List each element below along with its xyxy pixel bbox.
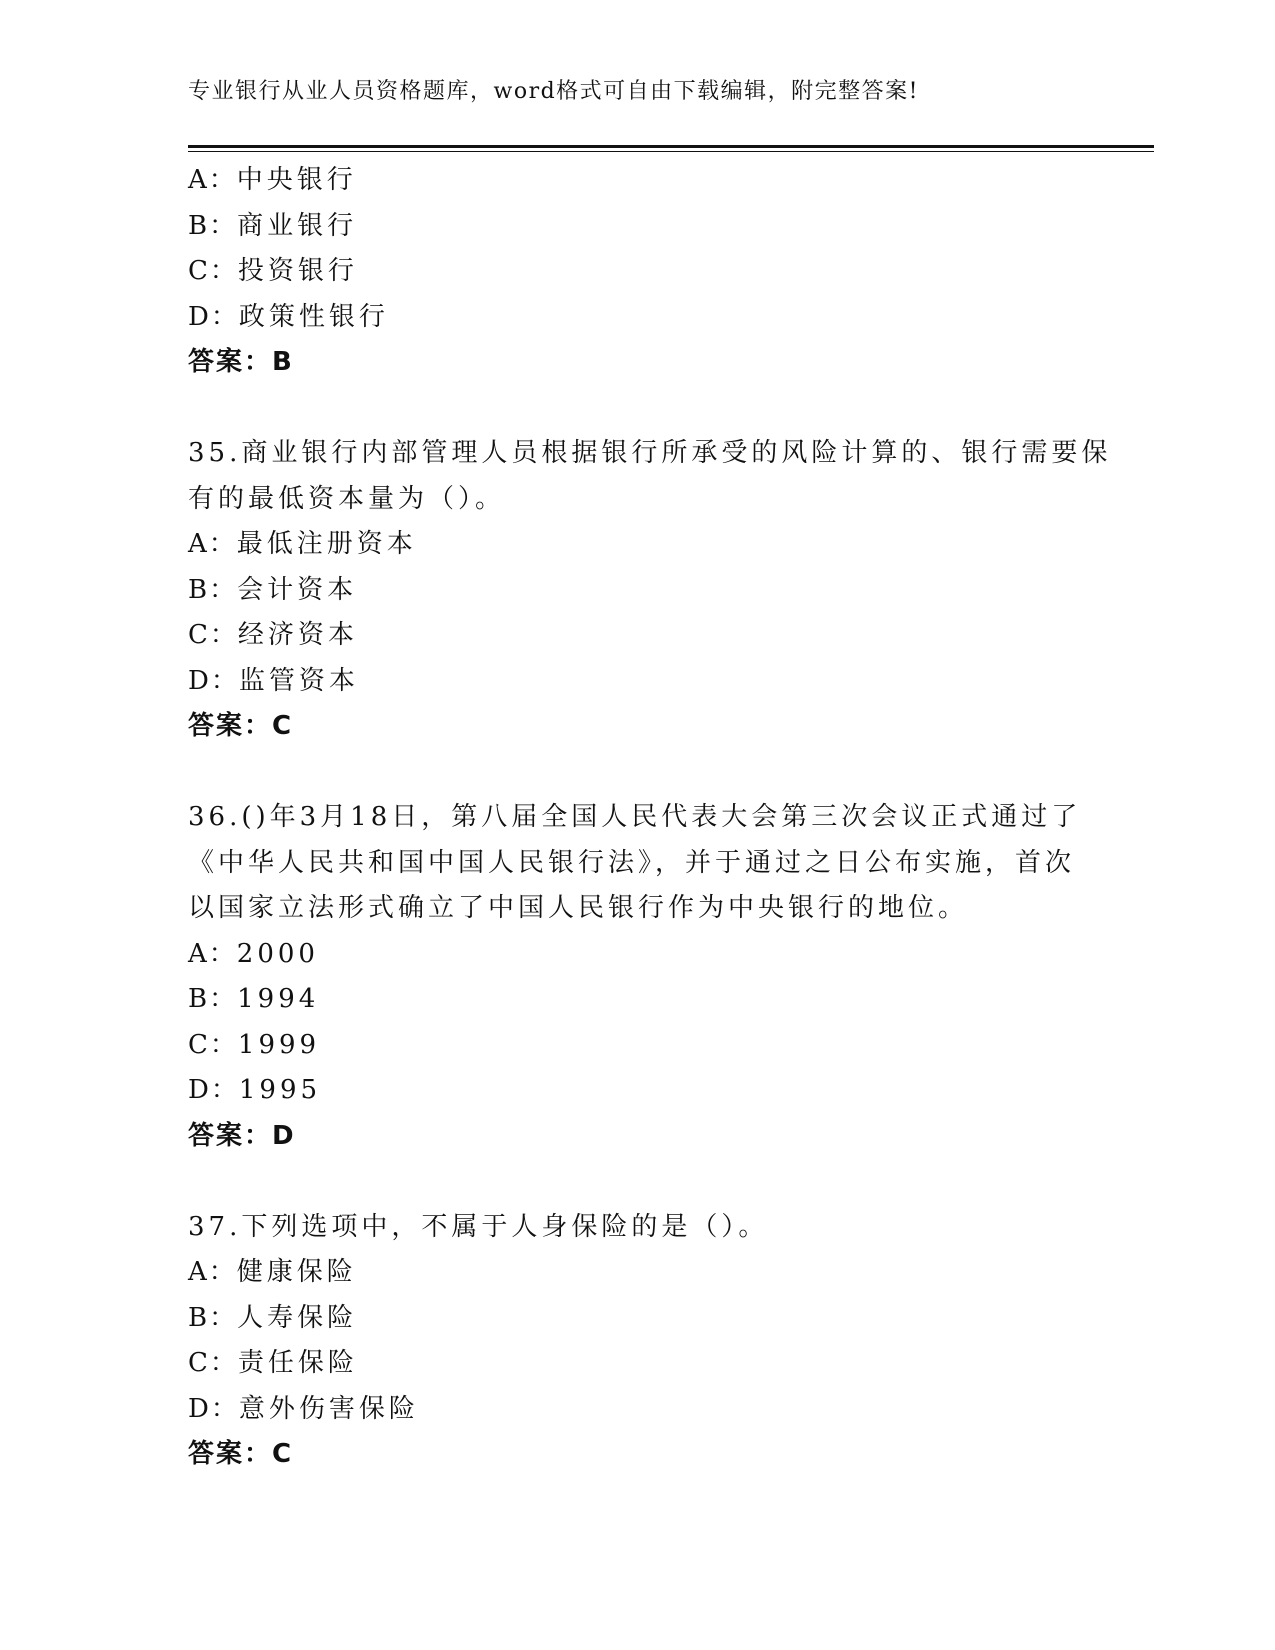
answer-option bbox=[188, 1387, 1108, 1433]
option-label: C： bbox=[188, 620, 238, 650]
answer-option bbox=[188, 613, 1108, 659]
option-text: 1999 bbox=[237, 1029, 321, 1060]
option-text: 投资银行 bbox=[237, 256, 358, 286]
option-text: 人寿保险 bbox=[237, 1302, 358, 1333]
answer-key: 答案：B bbox=[188, 347, 294, 377]
answer-option bbox=[188, 158, 1108, 204]
option-label: A： bbox=[188, 529, 237, 559]
question-text-line: 有的最低资本量为（）。 bbox=[188, 483, 506, 514]
answer-key: 答案：C bbox=[188, 1439, 294, 1469]
option-text: 意外伤害保险 bbox=[238, 1393, 419, 1424]
option-text: 监管资本 bbox=[238, 665, 359, 696]
option-label: B： bbox=[188, 210, 238, 241]
option-label: A： bbox=[188, 165, 237, 195]
option-text: 政策性银行 bbox=[238, 301, 389, 332]
option-label: B： bbox=[188, 1302, 238, 1333]
option-label: B： bbox=[188, 574, 238, 605]
answer-option bbox=[188, 295, 1108, 341]
answer-option bbox=[188, 568, 1108, 614]
option-label: D： bbox=[188, 1075, 239, 1105]
question-list bbox=[188, 158, 1112, 1478]
page-header: 专业银行从业人员资格题库，word格式可自由下载编辑，附完整答案! bbox=[188, 79, 920, 104]
option-text: 中央银行 bbox=[236, 165, 357, 195]
option-label: D： bbox=[188, 301, 239, 332]
header-rule-thin bbox=[188, 151, 1154, 152]
block-spacer bbox=[188, 386, 1108, 432]
option-label: B： bbox=[188, 984, 238, 1014]
option-label: C： bbox=[188, 256, 238, 286]
answer-option bbox=[188, 522, 1108, 568]
answer-key: 答案：D bbox=[188, 1120, 296, 1151]
option-label: C： bbox=[188, 1348, 238, 1378]
answer-option bbox=[188, 249, 1108, 295]
question-block bbox=[188, 1205, 1108, 1478]
answer-option bbox=[188, 204, 1108, 250]
option-text: 2000 bbox=[236, 938, 319, 969]
answer-option bbox=[188, 977, 1108, 1023]
question-text-line: 36.()年3月18日，第八届全国人民代表大会第三次会议正式通过了 bbox=[188, 802, 1082, 832]
option-label: C： bbox=[188, 1029, 238, 1060]
block-spacer bbox=[188, 1159, 1108, 1205]
answer-option bbox=[188, 1250, 1108, 1296]
question-text-line: 37.下列选项中，不属于人身保险的是（）。 bbox=[188, 1211, 769, 1242]
option-text: 最低注册资本 bbox=[236, 529, 417, 559]
question-block bbox=[188, 431, 1112, 750]
option-label: A： bbox=[188, 938, 237, 969]
block-spacer bbox=[188, 750, 1108, 796]
option-text: 经济资本 bbox=[237, 620, 358, 650]
option-text: 1994 bbox=[237, 984, 320, 1014]
answer-key: 答案：C bbox=[188, 711, 294, 741]
answer-option bbox=[188, 659, 1108, 705]
question-text-line: 《中华人民共和国中国人民银行法》，并于通过之日公布实施，首次 bbox=[188, 847, 1076, 878]
option-label: D： bbox=[188, 665, 239, 696]
option-label: D： bbox=[188, 1393, 239, 1424]
option-text: 责任保险 bbox=[237, 1348, 358, 1378]
option-text: 会计资本 bbox=[237, 574, 358, 605]
question-text-line: 以国家立法形式确立了中国人民银行作为中央银行的地位。 bbox=[188, 893, 969, 923]
option-text: 健康保险 bbox=[236, 1257, 357, 1287]
question-text-line: 35.商业银行内部管理人员根据银行所承受的风险计算的、银行需要保 bbox=[188, 438, 1112, 468]
question-block bbox=[188, 795, 1108, 1159]
answer-option bbox=[188, 1068, 1108, 1114]
answer-option bbox=[188, 1023, 1108, 1069]
option-text: 商业银行 bbox=[237, 210, 358, 241]
answer-option bbox=[188, 932, 1108, 978]
option-label: A： bbox=[188, 1257, 237, 1287]
question-block bbox=[188, 158, 1108, 386]
answer-option bbox=[188, 1341, 1108, 1387]
option-text: 1995 bbox=[238, 1075, 322, 1105]
answer-option bbox=[188, 1296, 1108, 1342]
header-rule-thick bbox=[188, 145, 1154, 148]
